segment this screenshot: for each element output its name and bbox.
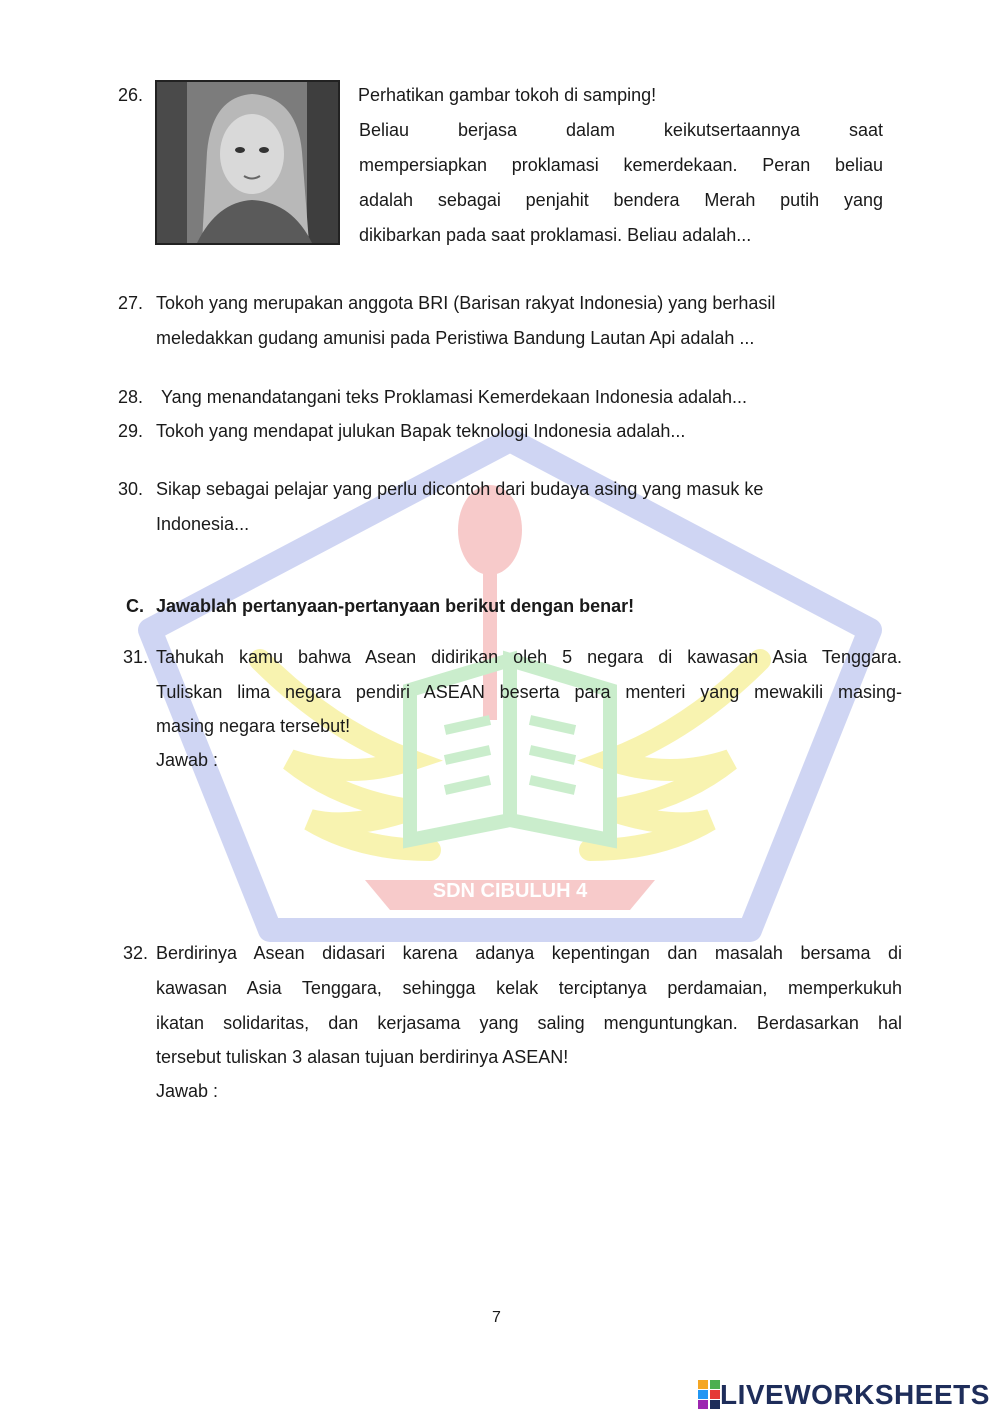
q31-line-2: Tuliskan lima negara pendiri ASEAN beserta para menteri yang mewakili masing-: [156, 682, 902, 702]
q26-line-1: Perhatikan gambar tokoh di samping!: [358, 85, 657, 105]
q26-line-4: adalah sebagai penjahit bendera Merah putih yang: [359, 190, 883, 210]
q32-line-4: tersebut tuliskan 3 alasan tujuan berdirinya ASEAN!: [156, 1047, 569, 1067]
q27-line-2: meledakkan gudang amunisi pada Peristiwa Bandung Lautan Api adalah ...: [156, 328, 755, 348]
q32-answer-label: Jawab :: [156, 1081, 219, 1101]
watermark-school-name: SDN CIBULUH 4: [432, 880, 588, 902]
q30-line-1: Sikap sebagai pelajar yang perlu dicontoh dari budaya asing yang masuk ke: [156, 479, 764, 499]
portrait-image-icon: [157, 82, 338, 243]
liveworksheets-logo: [698, 1378, 990, 1412]
page-number: 7: [492, 1309, 501, 1326]
q27-number: 27.: [118, 293, 144, 313]
q26-line-3: mempersiapkan proklamasi kemerdekaan. Peran beliau: [359, 155, 883, 175]
q28-number: 28.: [118, 387, 144, 407]
q32-line-2: kawasan Asia Tenggara, sehingga kelak terciptanya perdamaian, memperkukuh: [156, 978, 902, 998]
q32-number: 32.: [123, 943, 149, 963]
historical-figure-photo: [155, 80, 340, 245]
q29-number: 29.: [118, 421, 144, 441]
liveworksheets-brand-text: LIVEWORKSHEETS: [720, 1379, 990, 1410]
q31-number: 31.: [123, 647, 149, 667]
liveworksheets-grid-icon: [698, 1380, 720, 1410]
q31-answer-label: Jawab :: [156, 750, 219, 770]
q32-line-3: ikatan solidaritas, dan kerjasama yang saling menguntungkan. Berdasarkan hal: [156, 1013, 902, 1033]
q30-number: 30.: [118, 479, 144, 499]
q31-line-1: Tahukah kamu bahwa Asean didirikan oleh 5 negara di kawasan Asia Tenggara.: [156, 647, 902, 667]
q26-line-5: dikibarkan pada saat proklamasi. Beliau adalah...: [359, 225, 752, 245]
q26-number: 26.: [118, 85, 144, 105]
section-c-title: Jawablah pertanyaan-pertanyaan berikut dengan benar!: [156, 596, 635, 616]
q31-line-3: masing negara tersebut!: [156, 716, 351, 736]
q29-text: Tokoh yang mendapat julukan Bapak teknologi Indonesia adalah...: [156, 421, 686, 441]
section-c-letter: C.: [126, 596, 144, 616]
q32-line-1: Berdirinya Asean didasari karena adanya kepentingan dan masalah bersama di: [156, 943, 902, 963]
q26-line-2: Beliau berjasa dalam keikutsertaannya saat: [359, 120, 883, 140]
q30-line-2: Indonesia...: [156, 514, 250, 534]
q27-line-1: Tokoh yang merupakan anggota BRI (Barisan rakyat Indonesia) yang berhasil: [156, 293, 776, 313]
q28-text: Yang menandatangani teks Proklamasi Kemerdekaan Indonesia adalah...: [161, 387, 748, 407]
